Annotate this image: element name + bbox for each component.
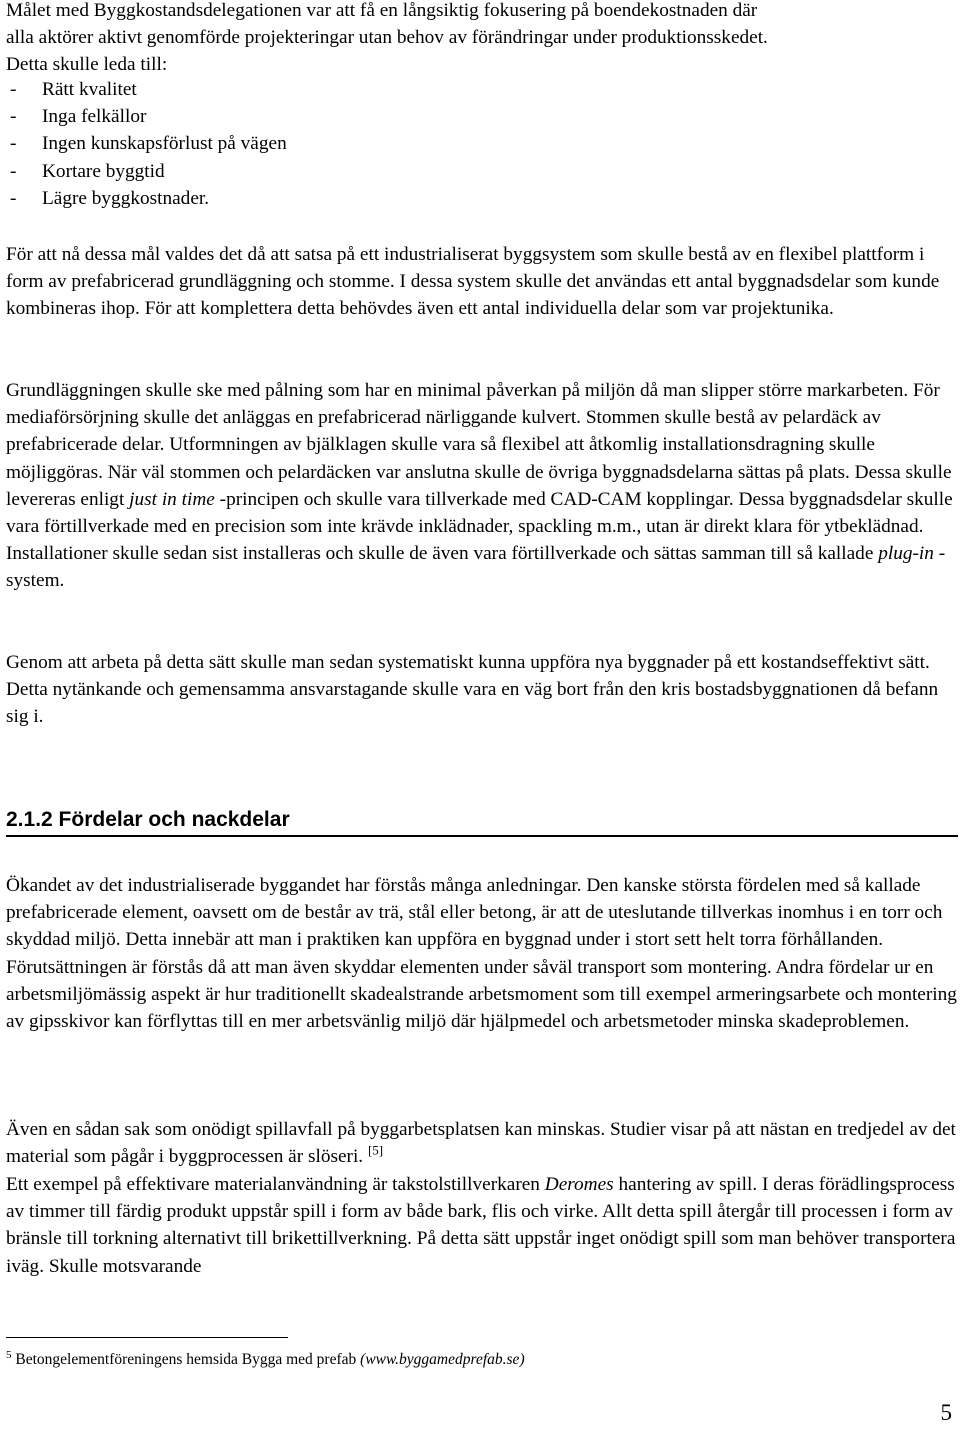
goals-list xyxy=(6,76,287,212)
intro-line-2: alla aktörer aktivt genomförde projekteringar utan behov av förändringar under produktionsskedet. xyxy=(6,27,768,49)
paragraph-waste xyxy=(6,1116,958,1170)
paragraph-advantages: Ökandet av det industrialiserade byggandet har förstås många anledningar. Den kanske största fördelen med så kallade prefabricerade element, oavsett om de består av trä, stål eller betong, är att de uteslutande tillverkas inomhus i en torr och skyddad miljö. Detta innebär att man i praktiken kan uppföra en byggnad under i stort sett helt torra förhållanden. Förutsättningen är förstås då att man även skyddar elementen under såväl transport som montering. Andra fördelar ur en arbetsmiljömässig aspekt är hur traditionellt skadealstrande arbetsmoment som till exempel armeringsarbete och montering av gipsskivor kan förflyttas till en mer arbetsvänlig miljö där hjälpmedel och arbetsmetoder minska skadeproblemen. xyxy=(6,875,957,1033)
footnote-url: (www.byggamedprefab.se) xyxy=(360,1351,525,1368)
para2-text-c: -system. xyxy=(6,543,946,592)
section-heading: 2.1.2 Fördelar och nackdelar xyxy=(6,805,958,837)
paragraph-deromes xyxy=(6,1171,958,1280)
footnote-number: 5 xyxy=(6,1348,12,1361)
list-item-label: Kortare byggtid xyxy=(42,160,165,182)
list-dash: - xyxy=(10,160,17,182)
list-item-label: Inga felkällor xyxy=(42,106,147,128)
intro-paragraph xyxy=(6,0,958,79)
para6-italic-deromes: Deromes xyxy=(544,1174,614,1195)
list-item-label: Rätt kvalitet xyxy=(42,79,137,100)
list-item xyxy=(6,158,287,185)
intro-line-3: Detta skulle leda till: xyxy=(6,54,168,76)
page-number: 5 xyxy=(940,1400,952,1425)
list-dash: - xyxy=(10,106,17,128)
list-item xyxy=(6,185,287,212)
paragraph-foundation xyxy=(6,377,958,595)
list-dash: - xyxy=(10,133,17,155)
para6-text-b: hantering av spill. I deras förädlingsprocess av timmer till färdig produkt uppstår spill i form av både bark, flis och virke. Allt detta spill återgår till processen i form av bränsle till torkning alternativt till brikettillverkning. På detta sätt uppstår inget onödigt spill som man behöver transportera iväg. Skulle motsvarande xyxy=(6,1174,956,1277)
footnote xyxy=(6,1350,525,1370)
list-dash: - xyxy=(10,79,17,100)
para5-text: Även en sådan sak som onödigt spillavfall på byggarbetsplatsen kan minskas. Studier visar på att nästan en tredjedel av det material som pågår i byggprocessen är slöseri. xyxy=(6,1119,956,1168)
citation-ref: [5] xyxy=(367,1142,384,1158)
intro-line-1: Målet med Byggkostandsdelegationen var att få en långsiktig fokusering på boendekostnaden där xyxy=(6,0,758,21)
footnote-divider xyxy=(6,1337,288,1338)
list-item-label: Lägre byggkostnader. xyxy=(42,187,210,209)
paragraph-industrialized-system: För att nå dessa mål valdes det då att satsa på ett industrialiserat byggsystem som skulle bestå av en flexibel plattform i form av prefabricerad grundläggning och stomme. I dessa system skulle det användas ett antal byggnadsdelar som kunde kombineras ihop. För att komplettera detta behövdes även ett antal individuella delar som var projektunika. xyxy=(6,244,940,320)
para2-italic-just-in-time: just in time xyxy=(129,488,215,510)
list-item-label: Ingen kunskapsförlust på vägen xyxy=(42,133,287,155)
paragraph-conclusion: Genom att arbeta på detta sätt skulle man sedan systematiskt kunna uppföra nya byggnader på ett kostandseffektivt sätt. Detta nytänkande och gemensamma ansvarstagande skulle vara en väg bort från den kris bostadsbyggnationen då befann sig i. xyxy=(6,652,939,728)
list-dash: - xyxy=(10,187,17,209)
para6-text-a: Ett exempel på effektivare materialanvändning är takstolstillverkaren xyxy=(6,1174,545,1195)
para2-text-b: -principen och skulle vara tillverkade med CAD-CAM kopplingar. Dessa byggnadsdelar skulle vara förtillverkade med en precision som inte krävde inklädnader, spackling m.m., utan är direkt klara för ytbeklädnad. Installationer skulle sedan sist installeras och skulle de även vara förtillverkade och sättas samman till så kallade xyxy=(6,488,953,565)
list-item xyxy=(6,103,287,130)
list-item xyxy=(6,130,287,157)
para2-text-a: Grundläggningen skulle ske med pålning som har en minimal påverkan på miljön då man slipper större markarbeten. För mediaförsörjning skulle det anläggas en prefabricerad närliggande kulvert. Stommen skulle bestå av pelardäck av prefabricerade delar. Utformningen av bjälklagen skulle vara så flexibel att åtkomlig installationsdragning skulle möjliggöras. När väl stommen och pelardäcken var anslutna skulle de övriga byggnadsdelarna sättas på plats. Dessa skulle levereras enligt xyxy=(6,380,952,510)
list-item xyxy=(6,76,287,103)
footnote-text: Betongelementföreningens hemsida Bygga med prefab xyxy=(11,1351,361,1368)
para2-italic-plug-in: plug-in xyxy=(878,543,934,565)
